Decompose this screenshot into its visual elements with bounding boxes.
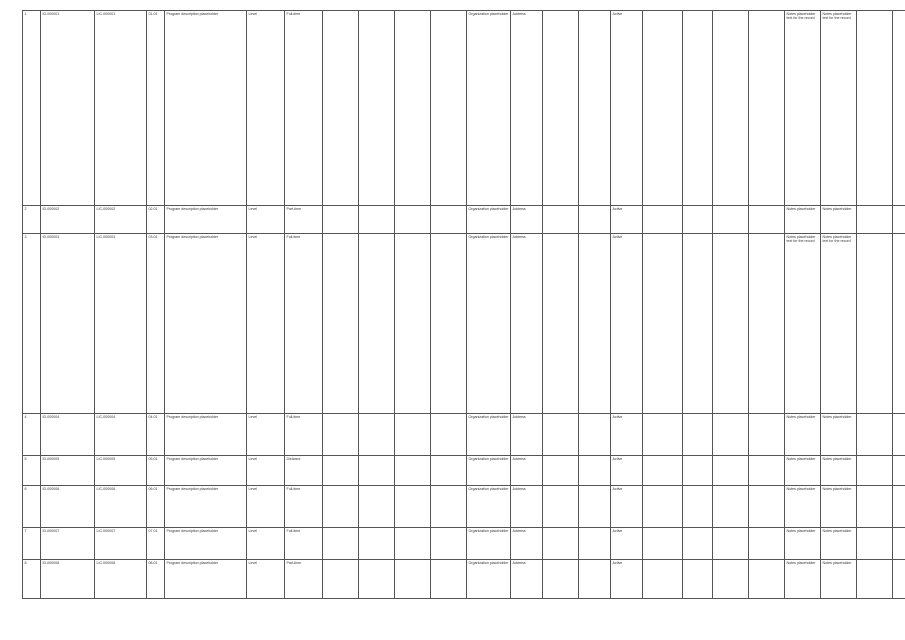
cell-empty [893,11,905,206]
cell-empty [893,456,905,486]
cell-status: Active [611,206,643,234]
cell-note: Notes placeholder text for the record [785,234,821,414]
cell-form: Full-time [285,234,323,414]
cell-org: Organization placeholder [467,486,511,528]
cell-addr: Address [511,560,543,599]
cell-title: Program description placeholder [165,206,247,234]
cell-org: Organization placeholder [467,456,511,486]
cell-org: Organization placeholder [467,560,511,599]
cell-addr: Address [511,414,543,456]
cell-empty [323,486,359,528]
cell-empty [643,414,683,456]
cell-reg: ID-000003 [41,234,95,414]
cell-empty [431,11,467,206]
cell-num: 1 [23,11,41,206]
cell-level: Level [247,456,285,486]
cell-empty [543,560,579,599]
cell-empty [893,560,905,599]
cell-form: Full-time [285,414,323,456]
cell-empty [643,456,683,486]
cell-date: 08.01 [147,560,165,599]
cell-reg: ID-000006 [41,486,95,528]
cell-empty [395,206,431,234]
cell-empty [395,234,431,414]
cell-addr: Address [511,234,543,414]
cell-level: Level [247,486,285,528]
cell-org: Organization placeholder [467,414,511,456]
cell-empty [543,486,579,528]
cell-empty [323,206,359,234]
cell-empty [323,234,359,414]
table-row [23,206,905,234]
cell-form: Part-time [285,206,323,234]
cell-empty [749,234,785,414]
cell-empty [683,11,713,206]
cell-note2: Notes placeholder [821,528,857,560]
cell-empty [893,206,905,234]
cell-title: Program description placeholder [165,560,247,599]
cell-empty [713,486,749,528]
cell-status: Active [611,456,643,486]
cell-empty [579,414,611,456]
cell-note2: Notes placeholder [821,414,857,456]
cell-empty [323,414,359,456]
cell-reg: ID-000005 [41,456,95,486]
cell-org: Organization placeholder [467,528,511,560]
cell-note: Notes placeholder [785,528,821,560]
cell-empty [683,486,713,528]
cell-lic: LIC-000007 [95,528,147,560]
cell-status: Active [611,560,643,599]
cell-empty [579,456,611,486]
cell-form: Full-time [285,528,323,560]
cell-status: Active [611,414,643,456]
cell-empty [749,486,785,528]
table-row [23,11,905,206]
cell-level: Level [247,414,285,456]
cell-form: Distance [285,456,323,486]
cell-note2: Notes placeholder [821,456,857,486]
cell-addr: Address [511,456,543,486]
cell-num: 6 [23,486,41,528]
cell-date: 04.01 [147,414,165,456]
cell-lic: LIC-000001 [95,11,147,206]
table-row [23,560,905,599]
cell-empty [543,528,579,560]
cell-empty [683,234,713,414]
cell-num: 3 [23,234,41,414]
cell-note2: Notes placeholder [821,486,857,528]
cell-empty [643,206,683,234]
cell-empty [857,206,893,234]
cell-title: Program description placeholder [165,486,247,528]
cell-reg: ID-000002 [41,206,95,234]
cell-level: Level [247,11,285,206]
cell-note: Notes placeholder [785,456,821,486]
table-row [23,234,905,414]
cell-empty [713,414,749,456]
cell-level: Level [247,560,285,599]
cell-empty [713,560,749,599]
cell-empty [323,560,359,599]
cell-empty [857,11,893,206]
cell-lic: LIC-000006 [95,486,147,528]
cell-date: 03.01 [147,234,165,414]
cell-empty [359,560,395,599]
cell-note2: Notes placeholder text for the record [821,11,857,206]
cell-empty [395,11,431,206]
cell-date: 02.01 [147,206,165,234]
cell-empty [749,414,785,456]
cell-empty [323,456,359,486]
cell-empty [683,206,713,234]
cell-date: 05.01 [147,456,165,486]
cell-empty [579,11,611,206]
cell-empty [579,206,611,234]
cell-reg: ID-000004 [41,414,95,456]
cell-empty [579,234,611,414]
cell-empty [579,486,611,528]
cell-empty [359,11,395,206]
cell-empty [395,414,431,456]
cell-empty [543,11,579,206]
cell-empty [893,486,905,528]
cell-date: 07.01 [147,528,165,560]
cell-status: Active [611,528,643,560]
cell-note: Notes placeholder [785,486,821,528]
cell-empty [543,456,579,486]
cell-empty [643,486,683,528]
cell-form: Full-time [285,11,323,206]
cell-empty [543,234,579,414]
cell-empty [713,206,749,234]
table-body [23,11,905,599]
cell-empty [323,528,359,560]
cell-num: 4 [23,414,41,456]
table-row [23,414,905,456]
cell-empty [643,560,683,599]
cell-org: Organization placeholder [467,206,511,234]
cell-empty [749,456,785,486]
cell-org: Organization placeholder [467,234,511,414]
cell-note2: Notes placeholder text for the record [821,234,857,414]
cell-empty [749,206,785,234]
cell-empty [579,560,611,599]
cell-addr: Address [511,206,543,234]
cell-empty [857,456,893,486]
cell-empty [713,234,749,414]
cell-empty [543,414,579,456]
cell-num: 7 [23,528,41,560]
cell-note2: Notes placeholder [821,206,857,234]
cell-addr: Address [511,11,543,206]
cell-title: Program description placeholder [165,234,247,414]
cell-empty [323,11,359,206]
cell-empty [893,528,905,560]
cell-title: Program description placeholder [165,11,247,206]
cell-empty [857,560,893,599]
cell-reg: ID-000001 [41,11,95,206]
cell-empty [359,486,395,528]
cell-date: 06.01 [147,486,165,528]
cell-empty [643,234,683,414]
registry-table [22,10,905,599]
cell-num: 2 [23,206,41,234]
cell-status: Active [611,11,643,206]
cell-note: Notes placeholder text for the record [785,11,821,206]
cell-empty [359,414,395,456]
cell-lic: LIC-000002 [95,206,147,234]
cell-empty [643,528,683,560]
cell-status: Active [611,486,643,528]
cell-reg: ID-000007 [41,528,95,560]
cell-empty [683,528,713,560]
cell-addr: Address [511,528,543,560]
cell-org: Organization placeholder [467,11,511,206]
cell-empty [893,414,905,456]
cell-num: 5 [23,456,41,486]
cell-lic: LIC-000003 [95,234,147,414]
cell-title: Program description placeholder [165,528,247,560]
cell-empty [749,528,785,560]
cell-title: Program description placeholder [165,414,247,456]
cell-empty [857,486,893,528]
cell-lic: LIC-000008 [95,560,147,599]
cell-empty [395,528,431,560]
cell-empty [359,234,395,414]
cell-empty [749,11,785,206]
cell-empty [543,206,579,234]
table-row [23,486,905,528]
cell-empty [395,560,431,599]
cell-level: Level [247,528,285,560]
cell-note2: Notes placeholder [821,560,857,599]
cell-date: 01.01 [147,11,165,206]
cell-empty [713,456,749,486]
cell-empty [749,560,785,599]
table-row [23,456,905,486]
cell-reg: ID-000008 [41,560,95,599]
cell-empty [683,560,713,599]
cell-empty [431,456,467,486]
cell-empty [395,456,431,486]
cell-num: 8 [23,560,41,599]
cell-empty [359,206,395,234]
cell-empty [857,234,893,414]
cell-title: Program description placeholder [165,456,247,486]
cell-empty [683,414,713,456]
cell-empty [359,528,395,560]
cell-empty [431,486,467,528]
cell-level: Level [247,206,285,234]
cell-empty [713,528,749,560]
cell-empty [431,206,467,234]
cell-empty [359,456,395,486]
cell-empty [579,528,611,560]
cell-empty [643,11,683,206]
table-row [23,528,905,560]
cell-form: Full-time [285,486,323,528]
cell-empty [431,234,467,414]
cell-empty [893,234,905,414]
cell-empty [431,414,467,456]
cell-level: Level [247,234,285,414]
cell-note: Notes placeholder [785,206,821,234]
cell-note: Notes placeholder [785,414,821,456]
cell-form: Part-time [285,560,323,599]
cell-empty [431,528,467,560]
cell-lic: LIC-000004 [95,414,147,456]
cell-status: Active [611,234,643,414]
cell-empty [857,414,893,456]
cell-note: Notes placeholder [785,560,821,599]
cell-empty [683,456,713,486]
cell-empty [857,528,893,560]
cell-empty [395,486,431,528]
cell-empty [713,11,749,206]
cell-addr: Address [511,486,543,528]
cell-empty [431,560,467,599]
cell-lic: LIC-000005 [95,456,147,486]
